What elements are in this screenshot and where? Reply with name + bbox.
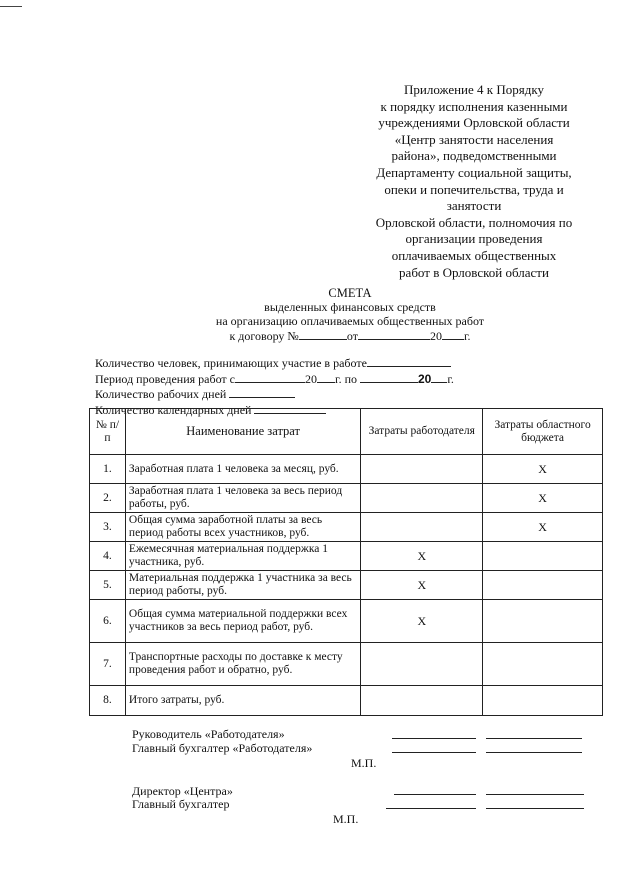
employer-head-name-line[interactable] bbox=[486, 738, 582, 739]
center-accountant-label: Главный бухгалтер bbox=[132, 797, 230, 811]
period-end-year-blank[interactable] bbox=[431, 371, 447, 383]
row-budget[interactable]: Х bbox=[483, 455, 603, 484]
appendix-header bbox=[348, 82, 600, 281]
row-budget[interactable] bbox=[483, 542, 603, 571]
center-stamp-label: М.П. bbox=[333, 812, 359, 826]
title-heading: СМЕТА bbox=[328, 286, 372, 300]
estimate-table bbox=[89, 408, 603, 716]
people-count-blank[interactable] bbox=[367, 355, 451, 367]
employer-accountant-name-line[interactable] bbox=[486, 752, 582, 753]
appendix-line: учреждениями Орловской области bbox=[378, 115, 570, 131]
row-budget[interactable] bbox=[483, 571, 603, 600]
table-row bbox=[90, 542, 603, 571]
contract-prefix: к договору № bbox=[229, 329, 299, 343]
row-name: Общая сумма заработной платы за весь период работы всех участников, руб. bbox=[125, 513, 360, 542]
calendar-days-label: Количество календарных дней bbox=[95, 402, 252, 417]
table-row bbox=[90, 513, 603, 542]
table-row bbox=[90, 686, 603, 716]
center-director-name-line[interactable] bbox=[486, 794, 584, 795]
row-num: 1. bbox=[90, 455, 126, 484]
center-accountant-signature-line[interactable] bbox=[386, 808, 476, 809]
center-accountant-name-line[interactable] bbox=[486, 808, 584, 809]
row-budget[interactable] bbox=[483, 643, 603, 686]
table-row bbox=[90, 455, 603, 484]
appendix-line: «Центр занятости населения bbox=[394, 131, 554, 147]
period-field bbox=[95, 371, 454, 387]
appendix-line: Приложение 4 к Порядку bbox=[404, 82, 544, 97]
row-name: Итого затраты, руб. bbox=[125, 686, 360, 716]
row-employer[interactable] bbox=[361, 686, 483, 716]
table-row bbox=[90, 600, 603, 643]
contract-year: 20 bbox=[429, 329, 442, 343]
row-num: 6. bbox=[90, 600, 126, 643]
appendix-line: Департаменту социальной защиты, bbox=[376, 164, 572, 180]
title-purpose: на организацию оплачиваемых общественных работ bbox=[215, 314, 485, 328]
row-budget[interactable]: Х bbox=[483, 513, 603, 542]
employer-stamp-label: М.П. bbox=[351, 756, 377, 770]
appendix-line: Орловской области, полномочия по bbox=[375, 214, 573, 230]
row-num: 8. bbox=[90, 686, 126, 716]
work-days-field bbox=[95, 386, 454, 402]
appendix-line: организации проведения bbox=[405, 231, 543, 247]
center-director-signature-line[interactable] bbox=[394, 794, 476, 795]
appendix-line: оплачиваемых общественных bbox=[391, 247, 557, 263]
row-employer[interactable]: Х bbox=[361, 600, 483, 643]
employer-head-signature-line[interactable] bbox=[392, 738, 476, 739]
period-year-end: 20 bbox=[418, 371, 432, 386]
row-name: Транспортные расходы по доставке к месту проведения работ и обратно, руб. bbox=[125, 643, 360, 686]
header-employer: Затраты работодателя bbox=[361, 409, 483, 455]
row-name: Заработная плата 1 человека за месяц, руб. bbox=[125, 455, 360, 484]
row-num: 3. bbox=[90, 513, 126, 542]
header-num: № п/п bbox=[90, 409, 126, 455]
period-suffix: г. bbox=[447, 371, 454, 386]
row-name: Ежемесячная материальная поддержка 1 участника, руб. bbox=[125, 542, 360, 571]
row-num: 2. bbox=[90, 484, 126, 513]
row-budget[interactable]: Х bbox=[483, 484, 603, 513]
row-budget[interactable] bbox=[483, 686, 603, 716]
row-name: Общая сумма материальной поддержки всех участников за весь период работ, руб. bbox=[125, 600, 360, 643]
employer-accountant-label: Главный бухгалтер «Работодателя» bbox=[132, 741, 313, 755]
work-days-blank[interactable] bbox=[229, 386, 295, 398]
appendix-line: района», подведомственными bbox=[391, 148, 557, 164]
contract-number-blank[interactable] bbox=[299, 328, 347, 340]
appendix-line: к порядку исполнения казенными bbox=[380, 98, 568, 114]
period-end-blank[interactable] bbox=[360, 371, 418, 383]
row-name: Заработная плата 1 человека за весь период работы, руб. bbox=[125, 484, 360, 513]
row-num: 4. bbox=[90, 542, 126, 571]
people-count-label: Количество человек, принимающих участие в работе bbox=[95, 356, 367, 370]
row-employer[interactable] bbox=[361, 643, 483, 686]
row-employer[interactable]: Х bbox=[361, 571, 483, 600]
appendix-line: опеки и попечительства, труда и bbox=[384, 181, 564, 197]
contract-from: от bbox=[346, 329, 358, 343]
appendix-line: работ в Орловской области bbox=[399, 264, 549, 280]
period-label: Период проведения работ с bbox=[95, 371, 235, 386]
row-num: 5. bbox=[90, 571, 126, 600]
table-row bbox=[90, 571, 603, 600]
row-budget[interactable] bbox=[483, 600, 603, 643]
center-director-label: Директор «Центра» bbox=[132, 784, 233, 798]
title-subtitle: выделенных финансовых средств bbox=[264, 300, 436, 314]
header-budget: Затраты областного бюджета bbox=[483, 409, 603, 455]
table-row bbox=[90, 484, 603, 513]
row-employer[interactable] bbox=[361, 455, 483, 484]
row-employer[interactable] bbox=[361, 484, 483, 513]
employer-head-label: Руководитель «Работодателя» bbox=[132, 727, 285, 741]
row-name: Материальная поддержка 1 участника за весь период работы, руб. bbox=[125, 571, 360, 600]
row-num: 7. bbox=[90, 643, 126, 686]
period-start-year-blank[interactable] bbox=[317, 371, 335, 383]
row-employer[interactable] bbox=[361, 513, 483, 542]
appendix-line: занятости bbox=[446, 198, 502, 214]
contract-year-blank[interactable] bbox=[442, 328, 464, 340]
work-days-label: Количество рабочих дней bbox=[95, 387, 227, 401]
contract-suffix: г. bbox=[463, 329, 471, 343]
row-employer[interactable]: Х bbox=[361, 542, 483, 571]
table-header-row bbox=[90, 409, 603, 455]
header-name: Наименование затрат bbox=[125, 409, 360, 455]
period-to: г. по bbox=[335, 371, 357, 386]
table-row bbox=[90, 643, 603, 686]
period-start-blank[interactable] bbox=[235, 371, 305, 383]
contract-line bbox=[200, 328, 500, 343]
corner-mark bbox=[0, 6, 22, 7]
contract-date-blank[interactable] bbox=[358, 328, 430, 340]
people-count-field bbox=[95, 355, 454, 371]
employer-accountant-signature-line[interactable] bbox=[392, 752, 476, 753]
period-year-start: 20 bbox=[305, 371, 317, 386]
document-title bbox=[200, 286, 500, 343]
